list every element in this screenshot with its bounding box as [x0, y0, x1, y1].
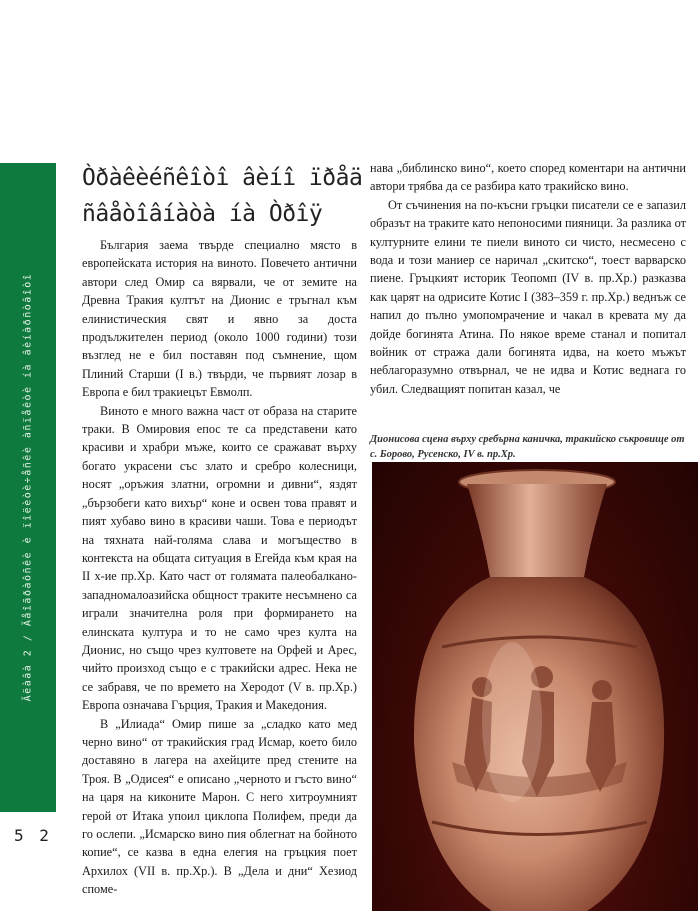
silver-jug-photo — [372, 462, 698, 911]
left-text-column — [82, 236, 357, 899]
paragraph: В „Илиада“ Омир пише за „сладко като мед черно вино“ от тракийския град Исмар, което било доставяно в лагера на ахейците пред стените на Троя. В „Одисея“ е описано „черното и гъсто вино“ на царя на киконите Марон. С него хитроумният герой от Итака упоил циклопа Полифем, преди да го ослепи. „Исмарско вино пия облегнат на бойното копие“, се казва в една елегия на гръцкия поет Архилох (VII в. пр.Хр.). В „Дела и дни“ Хезиод споме- — [82, 716, 357, 897]
chapter-label: Ãëàâà 2 / Ãåîãðàôñêè è ïîëèòè÷åñêè àñïåêòè íà âèíàðñòâîòî — [22, 272, 34, 702]
paragraph: нава „библинско вино“, което според коментари на антични автори трябва да се разбира като тракийско вино. — [370, 161, 686, 194]
paragraph: Виното е много важна част от образа на старите траки. В Омировия епос те са представени като красиви и храбри мъже, които се сражават върху богато украсени със злато и сребро колесници, носят „оръжия златни, огромни и дивни“, яздят „бързобеги като вихър“ коне и освен това правят и пият хубаво вино в красиви чаши. Това е периодът на тяхната най-голяма слава и могъщество в контекста на общата ситуация в Егейда към края на II х-ие пр.Хр. Като част от голямата палеобалкано-западномалоазийска общност траките несъмнено са играли значителна роля при формирането на елинската култура и то не само чрез култа на Дионис, но също чрез култовете на Орфей и Арес, чийто произход също е с тракийски адрес. Нека не се забравя, че по времето на Херодот (V в. пр.Хр.) Европа означава Гърция, Тракия и Македония. — [82, 403, 357, 713]
vessel-illustration — [372, 462, 698, 911]
article-title: Òðàêèéñêîòî âèíî ïðåä ñâåòîâíàòà íà Òðîÿ — [82, 165, 363, 227]
page-number: 5 2 — [14, 826, 52, 845]
right-text-column — [370, 159, 686, 398]
photo-caption: Дионисова сцена върху сребърна каничка, тракийско съкровище от с. Борово, Русенско, IV в. пр.Хр. — [370, 434, 685, 460]
paragraph: България заема твърде специално място в европейската история на виното. Повечето антични автори след Омир са вярвали, че от земите на Древна Тракия култът на Дионис е тръгнал към елинистическия свят и явно за доста продължителен период (около 1000 години) този възглед не е бил поставян под съмнение, щом Плиний Старши (I в.) твърди, че първият лозар в Европа е бил тракиецът Евмолп. — [82, 238, 357, 400]
paragraph: От съчинения на по-късни гръцки писатели се е запазил образът на траките като непоносими пияници. За разлика от културните елини те пиели виното си чисто, несмесено с вода и този маниер се наричал „скитско“, тоест варварско пиене. Гръцкият историк Теопомп (IV в. пр.Хр.) разказва как царят на одрисите Котис I (383–359 г. пр.Хр.) веднъж се напил до пълно умопомрачение и чакал в кревата му да дойде богинята Атина. По някое време станал и попитал войник от стража дали богинята идва, на което мъжът неблагоразумно отвърнал, че не идва и Котис веднага го убил. Следващият попитан казал, че — [370, 197, 686, 396]
